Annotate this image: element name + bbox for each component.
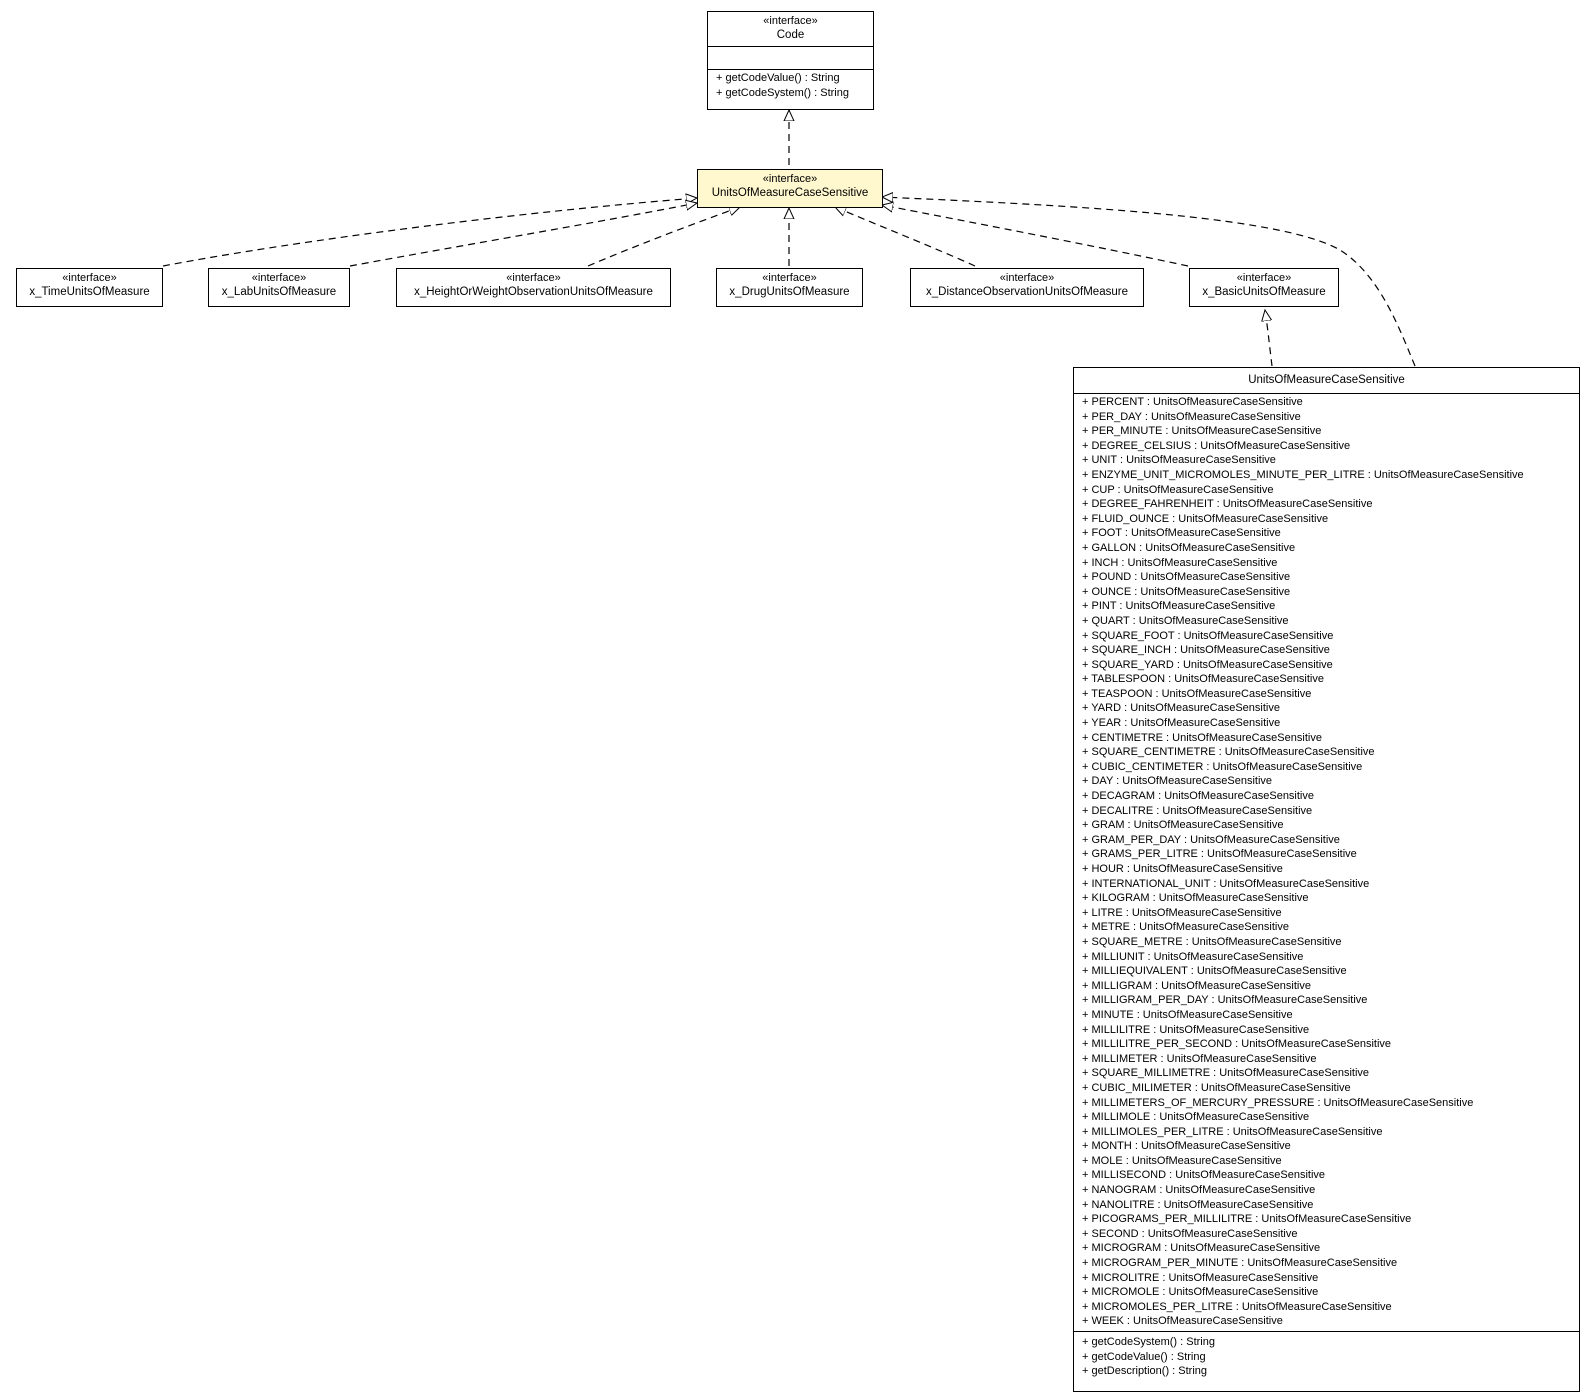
attribute: + TABLESPOON : UnitsOfMeasureCaseSensitive [1082,673,1324,686]
attribute: + SECOND : UnitsOfMeasureCaseSensitive [1082,1227,1298,1240]
attribute: + DEGREE_FAHRENHEIT : UnitsOfMeasureCaseSensitive [1082,498,1373,511]
class-units-of-measure-interface[interactable] [697,169,883,208]
attribute: + FOOT : UnitsOfMeasureCaseSensitive [1082,527,1281,540]
attribute: + PERCENT : UnitsOfMeasureCaseSensitive [1082,396,1303,408]
attribute: + NANOGRAM : UnitsOfMeasureCaseSensitive [1082,1184,1316,1197]
class-basic-units[interactable] [1189,268,1339,307]
attribute: + SQUARE_CENTIMETRE : UnitsOfMeasureCaseSensitive [1082,746,1375,759]
attribute: + FLUID_OUNCE : UnitsOfMeasureCaseSensitive [1082,512,1329,525]
attribute: + MILLIGRAM : UnitsOfMeasureCaseSensitive [1082,979,1311,992]
attribute: + GALLON : UnitsOfMeasureCaseSensitive [1082,541,1296,554]
class-height-weight-units[interactable] [396,268,671,307]
class-drug-units[interactable] [716,268,863,307]
method: + getDescription() : String [1082,1365,1208,1378]
attribute: + MILLIMOLE : UnitsOfMeasureCaseSensitive [1082,1111,1310,1124]
attribute: + MILLILITRE : UnitsOfMeasureCaseSensitive [1082,1023,1310,1036]
stereotype-label: «interface» [62,272,117,284]
attribute: + DEGREE_CELSIUS : UnitsOfMeasureCaseSensitive [1082,439,1351,452]
attribute: + SQUARE_MILLIMETRE : UnitsOfMeasureCaseSensitive [1082,1067,1370,1080]
attribute: + METRE : UnitsOfMeasureCaseSensitive [1082,921,1289,934]
stereotype-label: «interface» [762,272,817,284]
class-code[interactable] [707,11,874,110]
edge-lab-to-units [350,203,697,266]
attribute: + NANOLITRE : UnitsOfMeasureCaseSensitive [1082,1198,1314,1211]
attribute: + MICROGRAM : UnitsOfMeasureCaseSensitive [1082,1242,1321,1255]
attribute: + KILOGRAM : UnitsOfMeasureCaseSensitive [1082,892,1309,905]
attribute: + UNIT : UnitsOfMeasureCaseSensitive [1082,454,1276,467]
attribute: + MILLIUNIT : UnitsOfMeasureCaseSensitive [1082,950,1304,963]
attribute: + PICOGRAMS_PER_MILLILITRE : UnitsOfMeasureCaseSensitive [1082,1213,1412,1226]
attribute: + MONTH : UnitsOfMeasureCaseSensitive [1082,1140,1291,1153]
attribute: + INTERNATIONAL_UNIT : UnitsOfMeasureCaseSensitive [1082,877,1370,890]
stereotype-label: «interface» [1236,272,1292,284]
stereotype-label: «interface» [999,272,1055,284]
attribute: + HOUR : UnitsOfMeasureCaseSensitive [1082,863,1283,875]
method: + getCodeSystem() : String [1082,1336,1215,1348]
class-time-units[interactable] [16,268,163,307]
stereotype-label: «interface» [762,173,818,185]
attribute: + MICROLITRE : UnitsOfMeasureCaseSensitive [1082,1271,1319,1284]
attribute: + SQUARE_YARD : UnitsOfMeasureCaseSensitive [1082,658,1333,671]
class-name: UnitsOfMeasureCaseSensitive [1248,374,1405,386]
attribute: + MICROGRAM_PER_MINUTE : UnitsOfMeasureCaseSensitive [1082,1257,1398,1270]
class-name: x_LabUnitsOfMeasure [221,286,337,298]
class-lab-units[interactable] [208,268,350,307]
methods-section [1074,1331,1579,1381]
attribute: + CUBIC_MILIMETER : UnitsOfMeasureCaseSensitive [1082,1081,1351,1094]
class-name: Code [776,29,805,41]
attribute: + DAY : UnitsOfMeasureCaseSensitive [1082,775,1273,788]
attribute: + YEAR : UnitsOfMeasureCaseSensitive [1082,717,1281,730]
attribute: + CUP : UnitsOfMeasureCaseSensitive [1082,483,1274,496]
attribute: + MOLE : UnitsOfMeasureCaseSensitive [1082,1154,1282,1167]
attribute: + DECAGRAM : UnitsOfMeasureCaseSensitive [1082,790,1314,803]
class-distance-units[interactable] [910,268,1144,307]
attribute: + SQUARE_FOOT : UnitsOfMeasureCaseSensitive [1082,629,1334,642]
method: + getCodeSystem() : String [716,86,849,99]
attribute: + GRAMS_PER_LITRE : UnitsOfMeasureCaseSensitive [1082,848,1357,861]
class-units-of-measure-impl[interactable] [1073,367,1580,1392]
attribute: + LITRE : UnitsOfMeasureCaseSensitive [1082,906,1282,919]
edge-basic-to-units [882,205,1188,266]
attributes-section [1074,393,1579,1331]
attribute: + QUART : UnitsOfMeasureCaseSensitive [1082,614,1289,627]
edge-time-to-units [163,198,697,266]
attribute: + INCH : UnitsOfMeasureCaseSensitive [1082,556,1278,569]
attribute: + MILLIEQUIVALENT : UnitsOfMeasureCaseSensitive [1082,965,1347,978]
class-name: x_HeightOrWeightObservationUnitsOfMeasure [414,286,653,298]
stereotype-label: «interface» [763,15,818,27]
stereotype-label: «interface» [506,272,561,284]
attribute: + MILLISECOND : UnitsOfMeasureCaseSensitive [1082,1169,1326,1182]
attribute: + OUNCE : UnitsOfMeasureCaseSensitive [1082,585,1291,598]
attribute: + PER_DAY : UnitsOfMeasureCaseSensitive [1082,410,1301,423]
class-name: x_TimeUnitsOfMeasure [29,286,150,298]
attribute: + MILLIMOLES_PER_LITRE : UnitsOfMeasureCaseSensitive [1082,1125,1383,1138]
edge-impl-to-basic [1265,310,1272,366]
attribute: + TEASPOON : UnitsOfMeasureCaseSensitive [1082,687,1312,700]
attribute: + PINT : UnitsOfMeasureCaseSensitive [1082,600,1276,613]
attribute: + SQUARE_METRE : UnitsOfMeasureCaseSensitive [1082,935,1342,948]
attribute: + MICROMOLES_PER_LITRE : UnitsOfMeasureCaseSensitive [1082,1300,1392,1313]
attribute: + MICROMOLE : UnitsOfMeasureCaseSensitive [1082,1286,1319,1299]
attributes-section [708,46,873,69]
edge-dist-to-units [835,207,975,266]
attribute: + GRAM_PER_DAY : UnitsOfMeasureCaseSensitive [1082,833,1340,846]
attribute: + ENZYME_UNIT_MICROMOLES_MINUTE_PER_LITRE : UnitsOfMeasureCaseSensitive [1082,468,1524,481]
attribute: + GRAM : UnitsOfMeasureCaseSensitive [1082,819,1284,832]
stereotype-label: «interface» [251,272,307,284]
attribute: + MINUTE : UnitsOfMeasureCaseSensitive [1082,1008,1293,1021]
attribute: + SQUARE_INCH : UnitsOfMeasureCaseSensitive [1082,644,1330,657]
class-name: UnitsOfMeasureCaseSensitive [711,187,869,199]
methods-section [708,69,873,102]
attribute: + MILLILITRE_PER_SECOND : UnitsOfMeasureCaseSensitive [1082,1038,1392,1051]
class-name: x_DrugUnitsOfMeasure [729,286,850,298]
method: + getCodeValue() : String [1082,1350,1206,1363]
attribute: + DECALITRE : UnitsOfMeasureCaseSensitive [1082,804,1313,817]
attribute: + YARD : UnitsOfMeasureCaseSensitive [1082,702,1280,715]
attribute: + MILLIMETER : UnitsOfMeasureCaseSensitive [1082,1052,1317,1065]
attribute: + PER_MINUTE : UnitsOfMeasureCaseSensitive [1082,425,1322,438]
attribute: + CENTIMETRE : UnitsOfMeasureCaseSensitive [1082,731,1322,744]
attribute: + POUND : UnitsOfMeasureCaseSensitive [1082,571,1291,584]
method: + getCodeValue() : String [716,72,840,84]
class-name: x_DistanceObservationUnitsOfMeasure [926,286,1128,298]
attribute: + MILLIGRAM_PER_DAY : UnitsOfMeasureCaseSensitive [1082,994,1368,1007]
class-name: x_BasicUnitsOfMeasure [1202,286,1326,298]
attribute: + WEEK : UnitsOfMeasureCaseSensitive [1082,1315,1283,1328]
attribute: + CUBIC_CENTIMETER : UnitsOfMeasureCaseSensitive [1082,760,1363,773]
edge-hw-to-units [588,207,740,266]
attribute: + MILLIMETERS_OF_MERCURY_PRESSURE : UnitsOfMeasureCaseSensitive [1082,1096,1474,1109]
